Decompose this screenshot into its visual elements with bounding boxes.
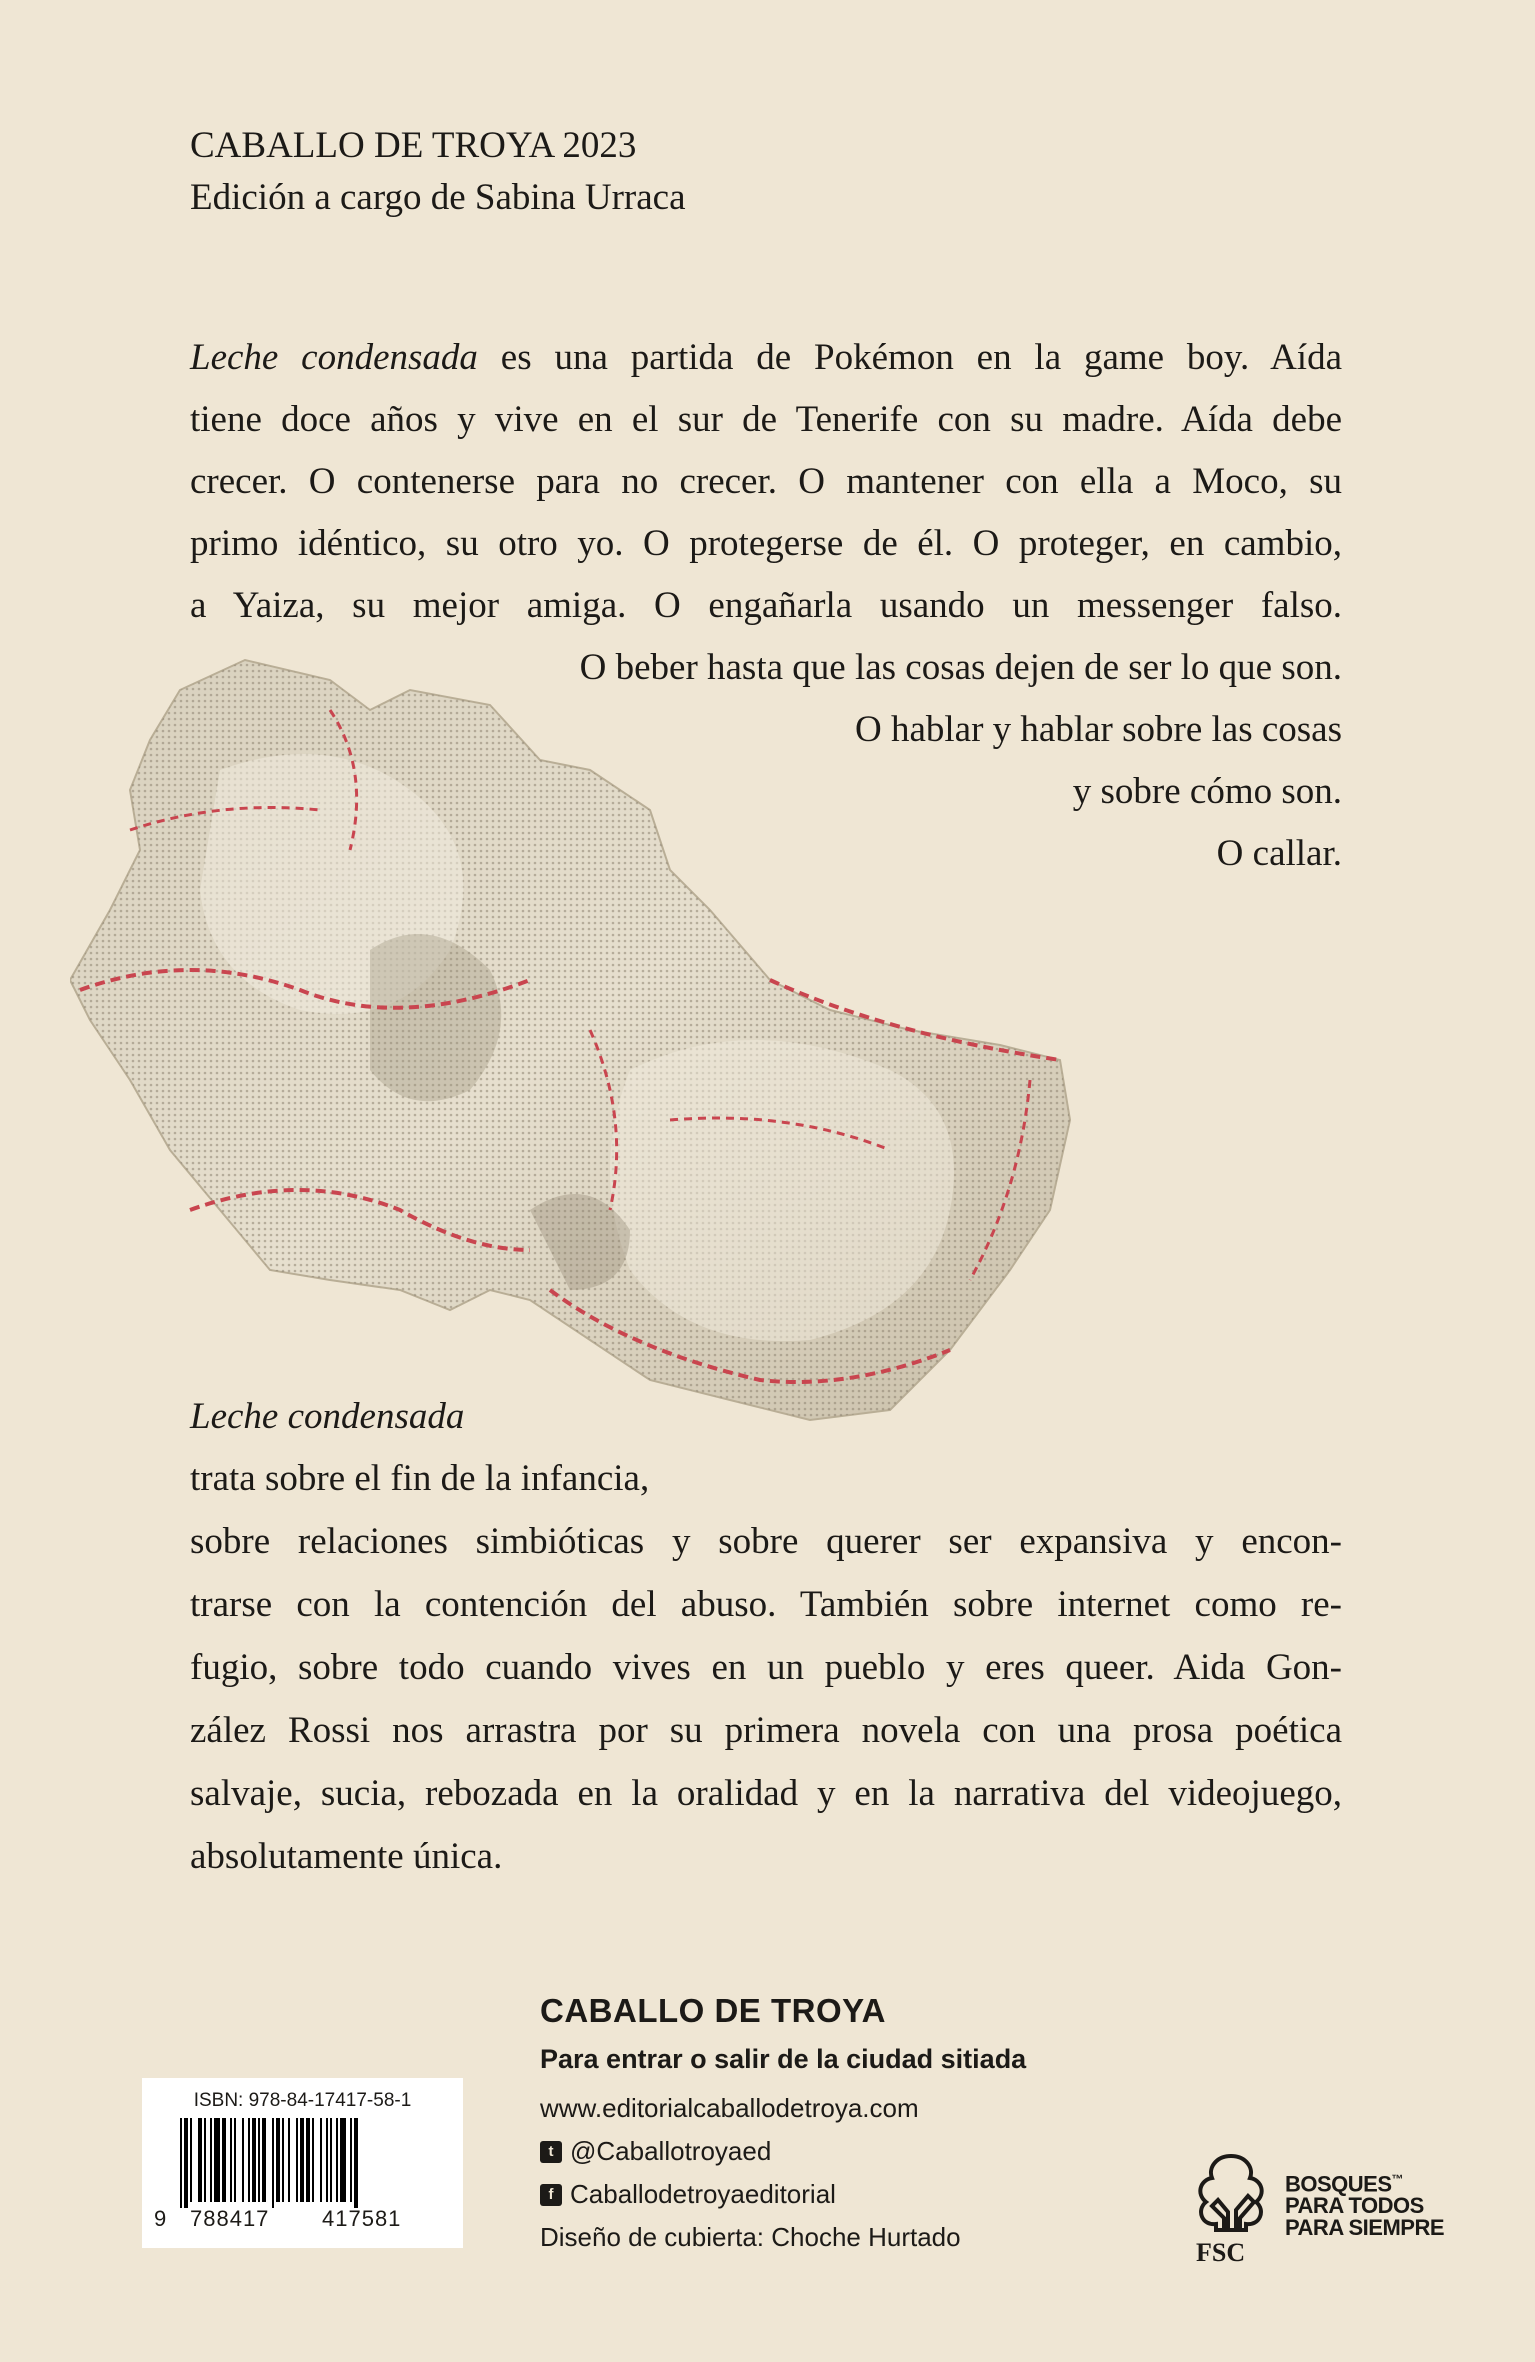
barcode-bar bbox=[330, 2118, 332, 2202]
barcode-bar bbox=[272, 2118, 274, 2208]
publisher-info bbox=[540, 1992, 1026, 2253]
barcode-bar bbox=[190, 2118, 192, 2202]
synopsis-line-3: crecer. O contenerse para no crecer. O mantener con ella a Moco, su bbox=[190, 461, 1342, 502]
barcode-bar bbox=[230, 2118, 232, 2202]
synopsis-line-7: O hablar y hablar sobre las cosas bbox=[855, 709, 1342, 750]
description-line-1: trata sobre el fin de la infancia, bbox=[190, 1458, 650, 1499]
publisher-website[interactable]: www.editorialcaballodetroya.com bbox=[540, 2093, 919, 2123]
barcode-bar bbox=[214, 2118, 220, 2202]
barcode-digit-first: 9 bbox=[154, 2206, 168, 2231]
synopsis-line-6: O beber hasta que las cosas dejen de ser lo que son. bbox=[579, 647, 1342, 688]
barcode-bar bbox=[282, 2118, 284, 2202]
barcode-bar bbox=[248, 2118, 250, 2202]
barcode-bar bbox=[180, 2118, 182, 2208]
barcode-bar bbox=[300, 2118, 304, 2202]
barcode-bar bbox=[288, 2118, 290, 2202]
barcode-bar bbox=[340, 2118, 346, 2202]
barcode-bar bbox=[276, 2118, 280, 2202]
twitter-handle: @Caballotroyaed bbox=[570, 2136, 772, 2166]
synopsis-line-4: primo idéntico, su otro yo. O protegerse de él. O proteger, en cambio, bbox=[190, 523, 1342, 564]
synopsis-line-9: O callar. bbox=[1216, 833, 1342, 874]
synopsis-line-8: y sobre cómo son. bbox=[1072, 771, 1342, 812]
barcode-bar bbox=[320, 2118, 322, 2202]
description-title-italic: Leche condensada bbox=[190, 1396, 465, 1437]
barcode-bar bbox=[262, 2118, 266, 2202]
barcode-bar bbox=[350, 2118, 352, 2202]
twitter-row[interactable] bbox=[540, 2136, 1026, 2167]
barcode-digits-right: 417581 bbox=[322, 2206, 402, 2231]
fsc-slogan-line-2: PARA TODOS bbox=[1285, 2193, 1424, 2219]
synopsis-line-2: tiene doce años y vive en el sur de Tenerife con su madre. Aída debe bbox=[190, 399, 1342, 440]
synopsis-text: es una partida de Pokémon en la game boy. Aída bbox=[477, 337, 1342, 378]
description-line-7: absolutamente única. bbox=[190, 1836, 503, 1877]
barcode-bar bbox=[234, 2118, 236, 2202]
barcode-digits-left: 788417 bbox=[190, 2206, 270, 2231]
barcode-bar bbox=[204, 2118, 206, 2202]
fsc-slogan-line-3: PARA SIEMPRE bbox=[1285, 2215, 1445, 2241]
barcode-bar bbox=[184, 2118, 188, 2208]
synopsis-line-5: a Yaiza, su mejor amiga. O engañarla usando un messenger falso. bbox=[190, 585, 1342, 626]
barcode bbox=[142, 2078, 463, 2248]
barcode-bar bbox=[242, 2118, 244, 2202]
trademark-symbol: ™ bbox=[1391, 2172, 1404, 2186]
fsc-slogan bbox=[1285, 2168, 1444, 2239]
description-book-title bbox=[190, 1395, 464, 1438]
facebook-handle: Caballodetroyaeditorial bbox=[570, 2179, 836, 2209]
barcode-bar bbox=[354, 2118, 358, 2208]
isbn-label: ISBN: 978-84-17417-58-1 bbox=[193, 2090, 412, 2111]
description-line-6: salvaje, sucia, rebozada en la oralidad y en la narrativa del videojuego, bbox=[190, 1773, 1342, 1814]
description-line-3: trarse con la contención del abuso. También sobre internet como re- bbox=[190, 1584, 1342, 1625]
barcode-bars bbox=[142, 2078, 463, 2208]
fsc-logo bbox=[1186, 2148, 1276, 2273]
book-title: Leche condensada bbox=[190, 337, 478, 378]
barcode-bar bbox=[198, 2118, 202, 2202]
twitter-icon: t bbox=[540, 2141, 562, 2163]
barcode-bar bbox=[296, 2118, 298, 2202]
fsc-label: FSC bbox=[1196, 2238, 1246, 2267]
design-credit: Diseño de cubierta: Choche Hurtado bbox=[540, 2222, 961, 2252]
facebook-icon: f bbox=[540, 2184, 562, 2206]
barcode-bar bbox=[312, 2118, 314, 2202]
series-title: CABALLO DE TROYA 2023 bbox=[190, 125, 637, 166]
description-line-5: zález Rossi nos arrastra por su primera novela con una prosa poética bbox=[190, 1710, 1342, 1751]
barcode-bar bbox=[222, 2118, 226, 2202]
description-line-2: sobre relaciones simbióticas y sobre querer ser expansiva y encon- bbox=[190, 1521, 1342, 1562]
facebook-row[interactable] bbox=[540, 2179, 1026, 2210]
fsc-slogan-line-1: BOSQUES bbox=[1285, 2171, 1392, 2197]
edition-credit: Edición a cargo de Sabina Urraca bbox=[190, 177, 686, 218]
publisher-name: CABALLO DE TROYA bbox=[540, 1992, 886, 2029]
barcode-bar bbox=[306, 2118, 310, 2202]
barcode-bar bbox=[336, 2118, 338, 2202]
description-line-4: fugio, sobre todo cuando vives en un pueblo y eres queer. Aida Gon- bbox=[190, 1647, 1342, 1688]
barcode-bar bbox=[252, 2118, 256, 2202]
barcode-bar bbox=[326, 2118, 328, 2202]
barcode-bar bbox=[258, 2118, 260, 2202]
publisher-tagline: Para entrar o salir de la ciudad sitiada bbox=[540, 2044, 1027, 2074]
barcode-bar bbox=[210, 2118, 212, 2202]
